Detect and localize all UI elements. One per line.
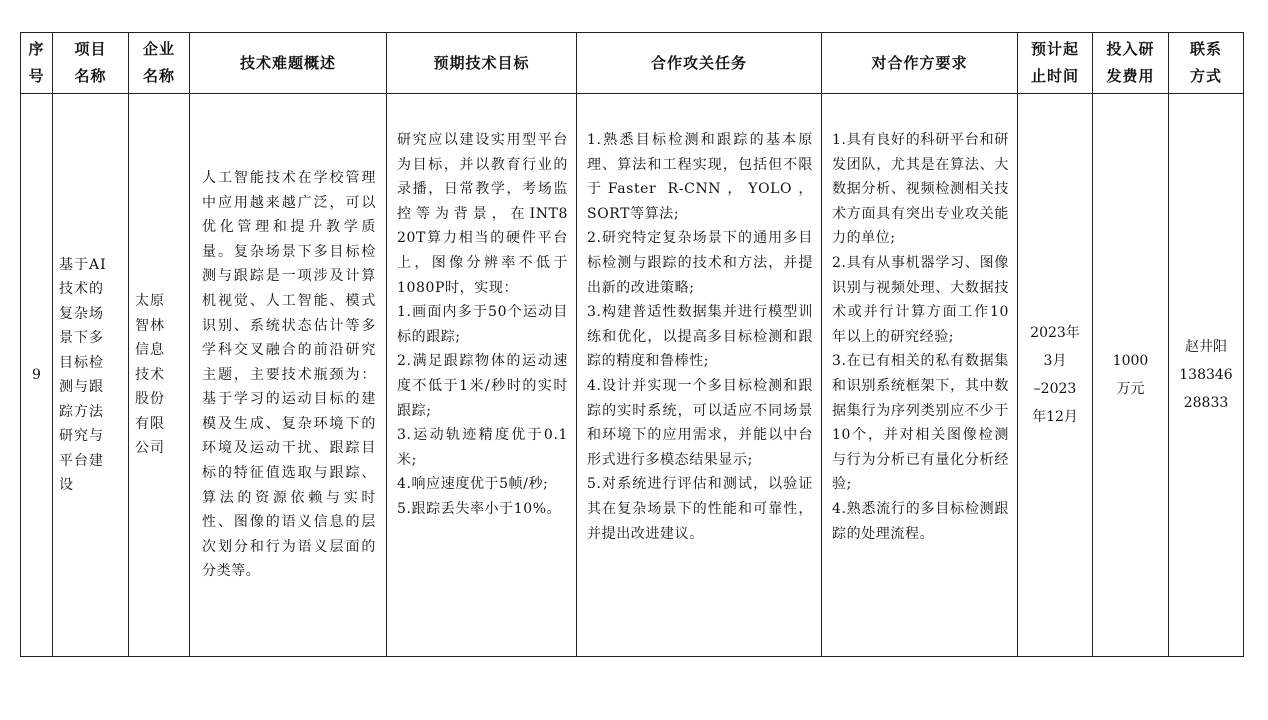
header-goal: 预期技术目标	[387, 33, 577, 94]
goal-intro: 研究应以建设实用型平台为目标，并以教育行业的录播，日常教学，考场监控等为背景，在INT8 20T算力相当的硬件平台上，图像分辨率不低于1080P时，实现：	[397, 132, 568, 296]
requirement-item: 3.在已有相关的私有数据集和识别系统框架下，其中数据集行为序列类别应不少于10个，并对相关图像检测与行为分析已有量化分析经验;	[832, 353, 1009, 493]
header-difficulty: 技术难题概述	[190, 33, 387, 94]
goal-item: 5.跟踪丢失率小于10%。	[397, 500, 562, 517]
cell-partner-req	[822, 94, 1018, 657]
header-partner-req: 对合作方要求	[822, 33, 1018, 94]
cell-period: 2023年 3月 –2023 年12月	[1018, 94, 1093, 657]
cell-company: 太原 智林 信息 技术 股份 有限 公司	[129, 94, 190, 657]
header-budget: 投入研 发费用	[1093, 33, 1169, 94]
cell-difficulty: 人工智能技术在学校管理中应用越来越广泛，可以优化管理和提升教学质量。复杂场景下多目标检测与跟踪是一项涉及计算机视觉、人工智能、模式识别、系统状态估计等多学科交叉融合的前沿研究主题，主要技术瓶颈为：基于学习的运动目标的建模及生成、复杂环境下的环境及运动干扰、跟踪目标的特征值选取与跟踪、算法的资源依赖与实时性、图像的语义信息的层次划分和行为语义层面的分类等。	[190, 94, 387, 657]
header-task: 合作攻关任务	[577, 33, 822, 94]
table-row	[21, 94, 1244, 657]
goal-item: 4.响应速度优于5帧/秒;	[397, 476, 549, 493]
header-period: 预计起 止时间	[1018, 33, 1093, 94]
task-item: 4.设计并实现一个多目标检测和跟踪的实时系统，可以适应不同场景和环境下的应用需求，并能以中台形式进行多模态结果显示;	[587, 377, 813, 468]
goal-item: 2.满足跟踪物体的运动速度不低于1米/秒时的实时跟踪;	[397, 353, 568, 419]
project-table	[20, 32, 1244, 657]
requirement-item: 2.具有从事机器学习、图像识别与视频处理、大数据技术或并行计算方面工作10年以上的研究经验;	[832, 254, 1009, 345]
cell-seq: 9	[21, 94, 53, 657]
cell-task	[577, 94, 822, 657]
task-item: 5.对系统进行评估和测试，以验证其在复杂场景下的性能和可靠性，并提出改进建议。	[587, 476, 813, 542]
header-seq: 序 号	[21, 33, 53, 94]
header-row	[21, 33, 1244, 94]
header-project: 项目 名称	[53, 33, 129, 94]
cell-budget: 1000 万元	[1093, 94, 1169, 657]
task-item: 1.熟悉目标检测和跟踪的基本原理、算法和工程实现，包括但不限于Faster R-CNN，YOLO，SORT等算法;	[587, 132, 813, 222]
header-company: 企业 名称	[129, 33, 190, 94]
cell-project: 基于AI 技术的 复杂场 景下多 目标检 测与跟 踪方法 研究与 平台建 设	[53, 94, 129, 657]
task-item: 3.构建普适性数据集并进行模型训练和优化，以提高多目标检测和跟踪的精度和鲁棒性;	[587, 304, 813, 370]
cell-goal	[387, 94, 577, 657]
cell-contact: 赵井阳 138346 28833	[1169, 94, 1244, 657]
header-contact: 联系 方式	[1169, 33, 1244, 94]
goal-item: 1.画面内多于50个运动目标的跟踪;	[397, 304, 568, 345]
task-item: 2.研究特定复杂场景下的通用多目标检测与跟踪的技术和方法，并提出新的改进策略;	[587, 230, 813, 296]
requirement-item: 4.熟悉流行的多目标检测跟踪的处理流程。	[832, 500, 1009, 542]
goal-item: 3.运动轨迹精度优于0.1米;	[397, 427, 568, 468]
requirement-item: 1.具有良好的科研平台和研发团队，尤其是在算法、大数据分析、视频检测相关技术方面具有突出专业攻关能力的单位;	[832, 132, 1009, 247]
